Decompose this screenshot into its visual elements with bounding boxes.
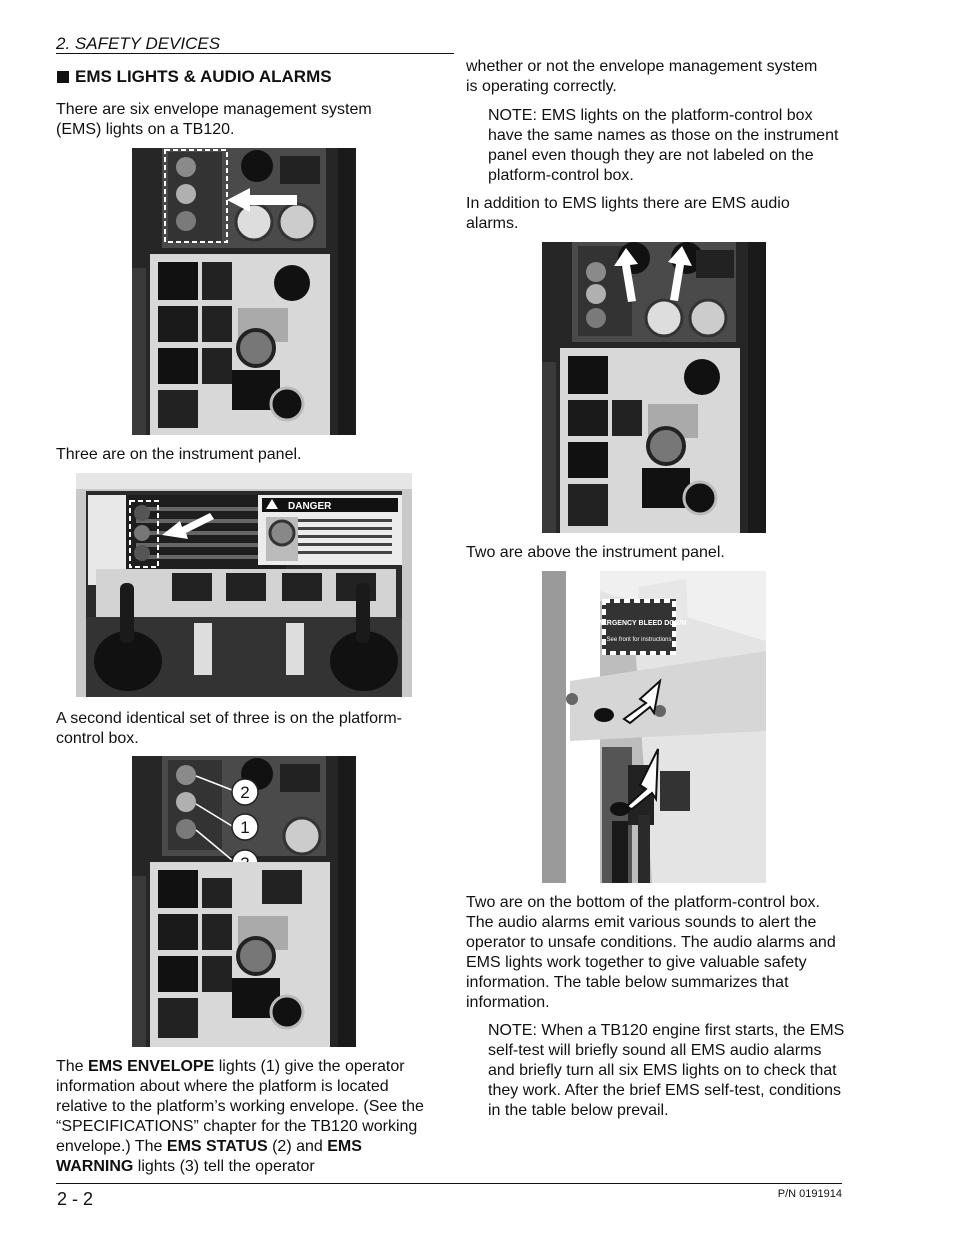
paragraph-audio-alarms: In addition to EMS lights there are EMS audio alarms. — [466, 195, 790, 232]
caption-alarms-above-panel: Two are above the instrument panel. — [466, 544, 725, 561]
footer-rule — [56, 1183, 842, 1184]
photo-alarms-above-panel — [542, 242, 766, 533]
paragraph-intro: There are six envelope management system (EMS) lights on a TB120. — [56, 101, 372, 138]
danger-label: DANGER — [288, 501, 332, 512]
p4-text-2: lights (1) give the operator information about where the platform is located relative to the platform’s working envelope. (See the “SPECIFICATIONS” chapter for the TB120 working envelope.) The — [56, 1058, 424, 1155]
paragraph-continued: whether or not the envelope management system is operating correctly. — [466, 58, 818, 95]
section-title — [57, 67, 332, 87]
section-title-text: EMS LIGHTS & AUDIO ALARMS — [75, 67, 332, 86]
photo-instrument-panel-callouts — [132, 756, 356, 1047]
photo-platform-control-box — [76, 473, 412, 697]
part-number: P/N 0191914 — [777, 1188, 842, 1200]
caption-platform-control-box: A second identical set of three is on the platform-control box. — [56, 710, 402, 747]
p4-text-1: The — [56, 1058, 89, 1075]
callout-2: 2 — [240, 783, 250, 802]
caption-instrument-panel: Three are on the instrument panel. — [56, 446, 302, 463]
p4-text-3: (2) and — [267, 1138, 328, 1155]
p4-bold-ems-envelope: EMS ENVELOPE — [88, 1058, 215, 1075]
paragraph-bottom-alarms: Two are on the bottom of the platform-control box. The audio alarms emit various sounds to alert the operator to unsafe conditions. The audio alarms and EMS lights work together to give valuable safety information. The table below summarizes that information. — [466, 894, 836, 1011]
sign-label: EMERGENCY BLEED DOWN — [591, 620, 687, 627]
page-number: 2 - 2 — [57, 1189, 94, 1209]
p4-bold-ems-status: EMS STATUS — [166, 1138, 268, 1155]
callout-1: 1 — [240, 818, 250, 837]
square-bullet-icon — [57, 71, 69, 83]
note-self-test: NOTE: When a TB120 engine first starts, the EMS self-test will briefly sound all EMS audio alarms and briefly turn all six EMS lights on to check that they work. After the brief EMS self-test, conditions in the table below prevail. — [488, 1022, 845, 1119]
p4-bold-ems-warning: EMS WARNING — [56, 1138, 362, 1175]
header-section: 2. SAFETY DEVICES — [56, 34, 221, 53]
note-platform-labels: NOTE: EMS lights on the platform-control box have the same names as those on the instrument panel even though they are not labeled on the platform-control box. — [488, 107, 839, 184]
page-header — [56, 34, 454, 54]
p4-text-4: lights (3) tell the operator — [133, 1158, 315, 1175]
paragraph-ems-envelope — [56, 1057, 436, 1177]
photo-bottom-control-box — [542, 571, 766, 883]
photo-instrument-panel — [132, 148, 356, 435]
sign-sub-label: See front for instructions — [606, 637, 672, 643]
